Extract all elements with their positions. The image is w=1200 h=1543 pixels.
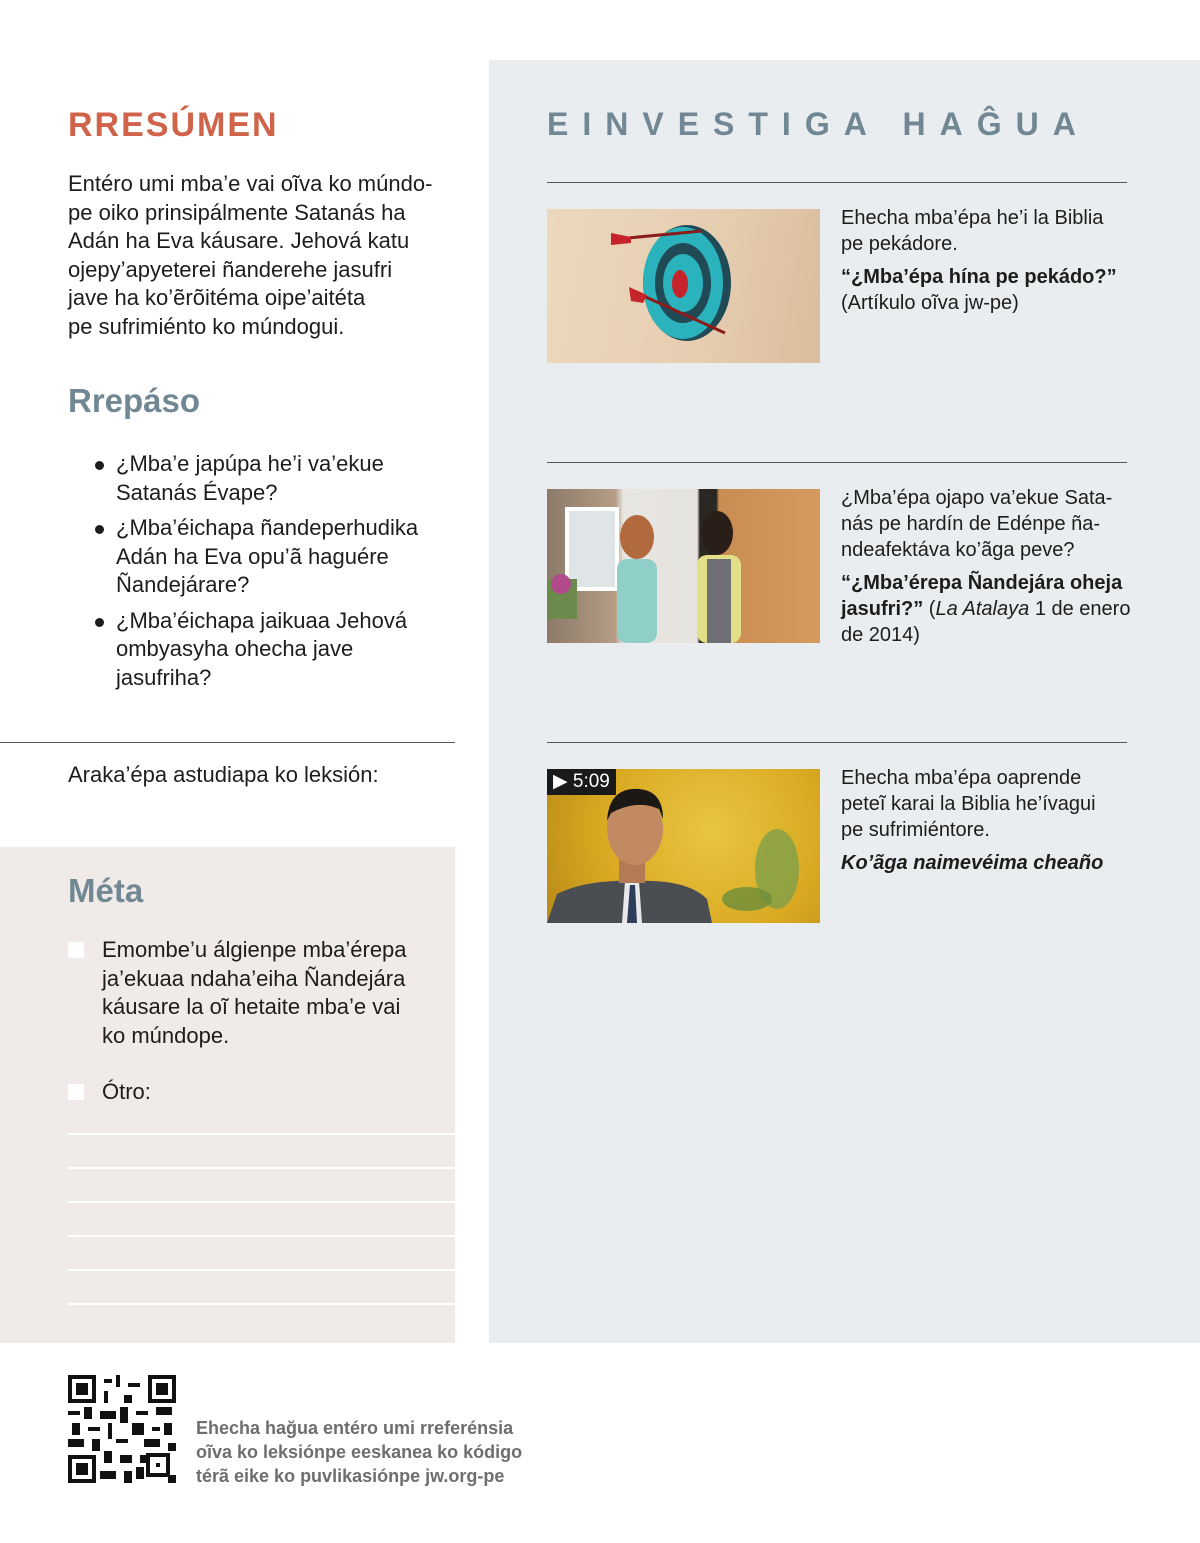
writing-line[interactable] [68, 1201, 455, 1203]
research-description: ¿Mba’épa ojapo va’ekue Sata- nás pe hardín de Edénpe ña- ndeafektáva ko’ãga peve? [841, 487, 1113, 561]
goal-text: Emombe’u álgienpe mba’érepa ja’ekuaa ndaha’eiha Ñandejára káusare la oĩ hetaite mba’e vai ko múndope. [102, 937, 407, 1048]
review-question: ¿Mba’éichapa ñandeperhudika Adán ha Eva opu’ã haguére Ñandejárare? [92, 514, 452, 600]
divider [0, 742, 455, 743]
women-at-door-image[interactable] [547, 489, 820, 643]
research-description: Ehecha mba’épa oaprende peteĩ karai la Biblia he’ívagui pe sufrimiéntore. [841, 767, 1096, 841]
goal-item-other [68, 1078, 428, 1107]
goal-checkbox[interactable] [68, 1084, 84, 1100]
research-link[interactable]: “¿Mba’épa hína pe pekádo?” [841, 266, 1117, 288]
goal-text: Ótro: [102, 1079, 151, 1104]
goals-title: Méta [68, 872, 144, 909]
writing-line[interactable] [68, 1269, 455, 1271]
review-list [92, 450, 452, 699]
video-thumbnail[interactable] [547, 769, 820, 923]
writing-line[interactable] [68, 1303, 455, 1305]
two-women-at-door-icon [547, 489, 820, 643]
target-image[interactable] [547, 209, 820, 363]
writing-line[interactable] [68, 1235, 455, 1237]
video-link[interactable]: Ko’ãga naimevéima cheaño [841, 852, 1104, 874]
video-duration: 5:09 [572, 771, 610, 792]
review-question: ¿Mba’e japúpa he’i va’ekue Satanás Évape? [92, 450, 452, 507]
summary-text: Entéro umi mba’e vai oĩva ko múndo- pe oiko prinsipálmente Satanás ha Adán ha Eva káusare. Jehová katu ojepy’apyeterei ñanderehe jasufri jave ha ko’ẽrõitéma oipe’aitéta pe sufrimiénto ko múndogui. [68, 171, 433, 339]
writing-line[interactable] [68, 1167, 455, 1169]
play-icon: ▶ [553, 771, 573, 792]
summary-title: RRESÚMEN [68, 106, 279, 144]
target-with-arrows-icon [547, 209, 820, 363]
goal-item [68, 936, 428, 1050]
divider [547, 742, 1127, 743]
goal-checkbox[interactable] [68, 942, 84, 958]
divider [547, 182, 1127, 183]
research-item [841, 205, 1131, 316]
review-title: Rrepáso [68, 382, 201, 419]
research-link[interactable]: “¿Mba’érepa Ñandejára oheja jasufri?” [841, 572, 1123, 620]
research-source: (Artíkulo oĩva jw-pe) [841, 292, 1019, 314]
research-item [841, 485, 1131, 648]
qr-code-icon[interactable] [68, 1375, 176, 1483]
research-description: Ehecha mba’épa he’i la Biblia pe pekádore. [841, 207, 1104, 255]
footer-text: Ehecha hağua entéro umi rreferénsia oĩva ko leksiónpe eeskanea ko kódigo térã eike ko puvlikasiónpe jw.org-pe [196, 1418, 523, 1486]
review-question: ¿Mba’éichapa jaikuaa Jehová ombyasyha ohecha jave jasufriha? [92, 607, 452, 693]
research-title: EINVESTIGA HAĜUA [547, 106, 1090, 142]
research-source: 1 de enero de 2014) [841, 598, 1131, 646]
writing-line[interactable] [68, 1133, 455, 1135]
publication-title: La Atalaya [935, 598, 1030, 620]
research-source: ( [923, 598, 936, 620]
study-date-label: Araka’épa astudiapa ko leksión: [68, 762, 379, 787]
video-duration-badge [547, 769, 616, 795]
research-item [841, 765, 1131, 876]
divider [547, 462, 1127, 463]
